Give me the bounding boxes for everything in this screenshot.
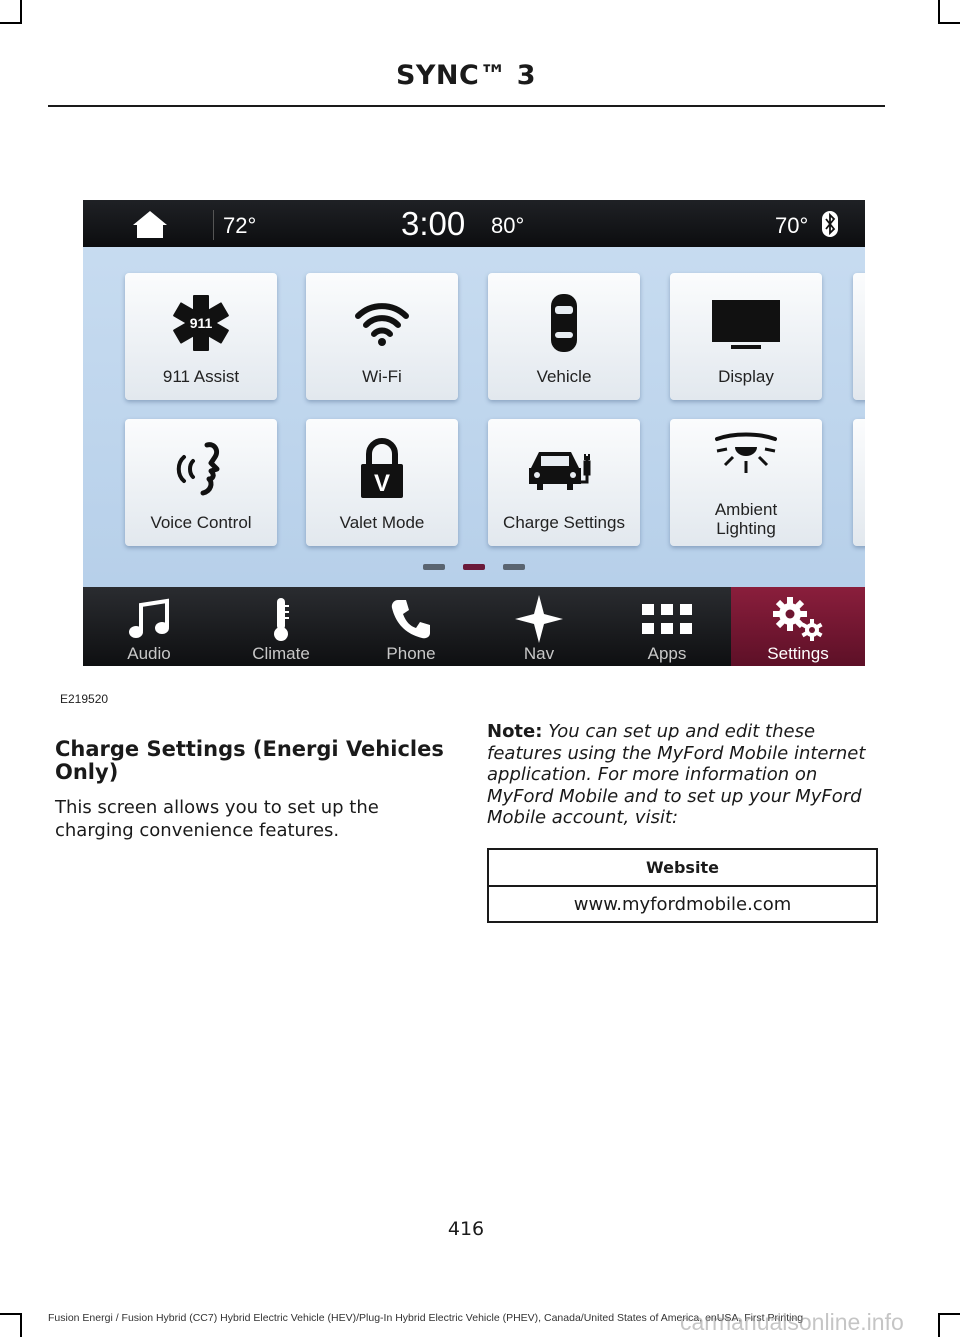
tile-911-assist[interactable] — [125, 273, 277, 400]
nav-label: Nav — [523, 644, 555, 663]
car-top-view-icon — [488, 283, 640, 363]
nav-nav[interactable] — [475, 587, 603, 666]
tile-partial — [853, 419, 865, 546]
figure-code: E219520 — [60, 692, 109, 706]
tile-partial — [853, 273, 865, 400]
medical-star-icon — [125, 283, 277, 363]
tile-valet-mode[interactable] — [306, 419, 458, 546]
footer-text: Fusion Energi / Fusion Hybrid (CC7) Hybrid Electric Vehicle (HEV)/Plug-In Hybrid Electric Vehicle (PHEV), Canada/United States of America, enUSA, First Printing — [48, 1312, 804, 1324]
crop-mark — [20, 0, 22, 24]
crop-mark — [0, 22, 22, 24]
car-charging-icon — [488, 429, 640, 509]
section-body: This screen allows you to set up the charging convenience features. — [55, 797, 379, 841]
page-dot-active[interactable] — [463, 564, 485, 570]
tile-label: Voice Control — [150, 513, 252, 532]
badge-911: 911 — [189, 315, 213, 331]
website-link[interactable]: www.myfordmobile.com — [488, 886, 877, 922]
tile-wi-fi[interactable] — [306, 273, 458, 400]
nav-label: Climate — [252, 644, 310, 663]
tile-label: Valet Mode — [339, 513, 425, 532]
tile-ambient-lighting[interactable] — [670, 419, 822, 546]
tile-voice-control[interactable] — [125, 419, 277, 546]
nav-apps[interactable] — [603, 587, 731, 666]
nav-settings[interactable] — [731, 587, 865, 666]
note-label: Note: — [487, 721, 543, 742]
page-number: 416 — [447, 1218, 485, 1240]
voice-icon — [125, 429, 277, 509]
temp-left: 72° — [223, 213, 257, 238]
lock-icon — [306, 429, 458, 509]
nav-label: Audio — [127, 644, 171, 663]
thermometer-icon — [215, 595, 347, 643]
section-heading: Charge Settings (Energi Vehicles Only) — [55, 737, 444, 784]
table-header: Website — [488, 849, 877, 886]
header-rule — [48, 105, 885, 107]
page-dot[interactable] — [423, 564, 445, 570]
temp-right: 70° — [775, 213, 809, 238]
tile-label: Charge Settings — [503, 513, 625, 532]
bottom-nav-bar — [83, 587, 865, 666]
tile-label: 911 Assist — [162, 367, 240, 386]
page-dot[interactable] — [503, 564, 525, 570]
crop-mark — [938, 22, 960, 24]
sync-screen — [83, 200, 865, 666]
crop-mark — [0, 1313, 22, 1315]
temp-outside: 80° — [491, 213, 525, 238]
tile-display[interactable] — [670, 273, 822, 400]
crop-mark — [938, 0, 940, 24]
tile-label: Vehicle — [536, 367, 592, 386]
phone-icon — [347, 595, 475, 643]
crop-mark — [938, 1313, 940, 1337]
ambient-light-icon — [670, 423, 822, 485]
nav-label: Settings — [767, 644, 829, 663]
tile-charge-settings[interactable] — [488, 419, 640, 546]
music-note-icon — [83, 595, 215, 643]
nav-audio[interactable] — [83, 587, 215, 666]
tile-vehicle[interactable] — [488, 273, 640, 400]
clock: 3:00 — [401, 205, 466, 242]
home-icon[interactable] — [131, 209, 169, 244]
nav-label: Apps — [647, 644, 687, 663]
nav-climate[interactable] — [215, 587, 347, 666]
note — [487, 721, 887, 829]
status-bar — [83, 200, 865, 247]
badge-valet: V — [373, 470, 391, 497]
tile-label: Ambient Lighting — [714, 500, 778, 538]
wifi-icon — [306, 283, 458, 363]
nav-phone[interactable] — [347, 587, 475, 666]
gears-icon — [731, 595, 865, 643]
bluetooth-icon — [821, 210, 839, 243]
crop-mark — [938, 1313, 960, 1315]
tile-label: Wi-Fi — [362, 367, 402, 386]
app-grid-icon — [603, 595, 731, 643]
tile-label: Display — [718, 367, 774, 386]
nav-label: Phone — [386, 644, 436, 663]
status-divider — [213, 210, 214, 240]
compass-star-icon — [475, 595, 603, 643]
note-text: You can set up and edit these features using the MyFord Mobile internet application. For more information on MyFord Mobile and to set up your MyFord Mobile account, visit: — [487, 721, 866, 828]
website-table — [487, 848, 878, 923]
page-header-title: SYNC™ 3 — [395, 60, 537, 91]
crop-mark — [20, 1313, 22, 1337]
watermark: carmanualsonline.info — [680, 1309, 904, 1335]
monitor-icon — [670, 283, 822, 363]
